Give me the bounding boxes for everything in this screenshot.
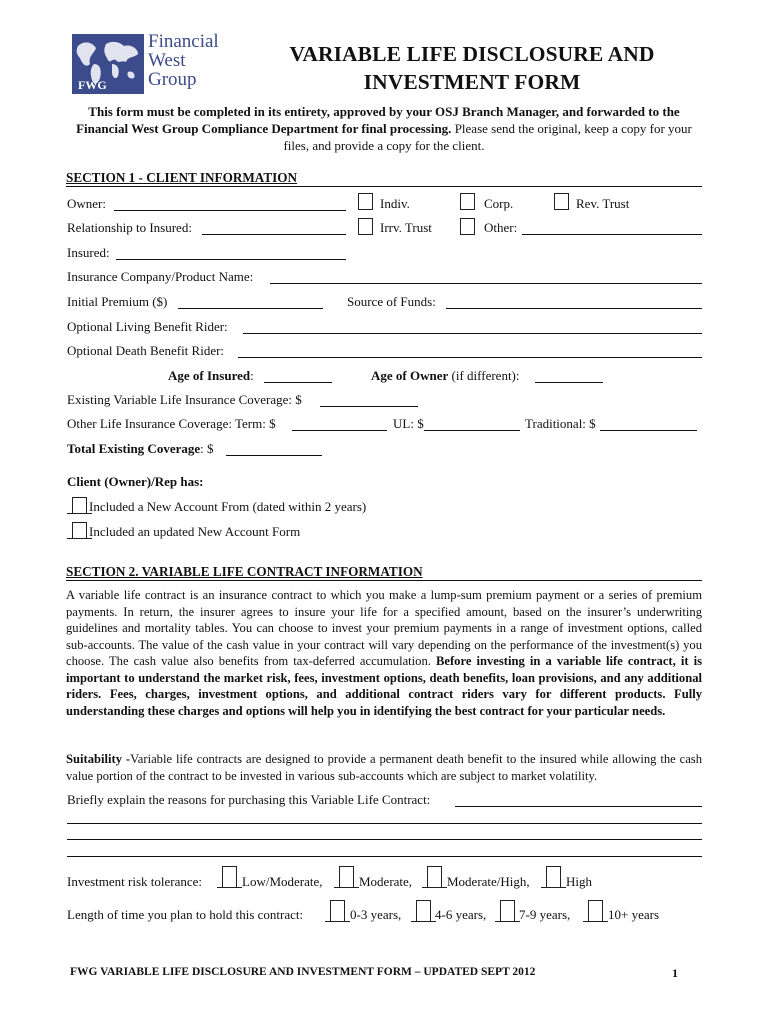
risk-high-checkbox[interactable]: [546, 866, 561, 887]
indiv-label: Indiv.: [380, 196, 410, 211]
section1-heading: SECTION 1 - CLIENT INFORMATION: [66, 170, 702, 187]
traditional-label: Traditional: $: [525, 416, 596, 431]
reason-field-line-4[interactable]: [67, 856, 702, 857]
insurance-company-field[interactable]: [270, 283, 702, 284]
page-number: 1: [672, 966, 678, 980]
term-field[interactable]: [292, 430, 387, 431]
existing-coverage-field[interactable]: [320, 406, 418, 407]
age-owner-label: Age of Owner (if different):: [371, 368, 520, 383]
hold-0-3-checkbox[interactable]: [330, 900, 345, 921]
owner-label: Owner:: [67, 196, 106, 211]
hold-length-label: Length of time you plan to hold this contract:: [67, 907, 304, 922]
risk-low-moderate-label: Low/Moderate,: [242, 874, 323, 889]
owner-field[interactable]: [114, 210, 346, 211]
rev-trust-checkbox[interactable]: [554, 193, 569, 210]
insurance-company-label: Insurance Company/Product Name:: [67, 269, 254, 284]
reason-field-line-1[interactable]: [455, 806, 702, 807]
reason-field-line-3[interactable]: [67, 839, 702, 840]
risk-low-moderate-checkbox[interactable]: [222, 866, 237, 887]
hold-10-plus-checkbox[interactable]: [588, 900, 603, 921]
traditional-field[interactable]: [600, 430, 697, 431]
ul-label: UL: $: [393, 416, 424, 431]
updated-account-label: Included an updated New Account Form: [89, 524, 301, 539]
existing-coverage-label: Existing Variable Life Insurance Coverage: $: [67, 392, 302, 407]
hold-0-3-label: 0-3 years,: [350, 907, 402, 922]
suitability-paragraph: Suitability -Variable life contracts are designed to provide a permanent death benefit to the insured while allowing the cash value portion of the contract to be invested in various sub-accounts which are subject to market volatility.: [66, 752, 702, 783]
new-account-checkbox[interactable]: [72, 497, 87, 513]
indiv-checkbox[interactable]: [358, 193, 373, 210]
other-coverage-term-label: Other Life Insurance Coverage: Term: $: [67, 416, 276, 431]
intro-bold: This form must be completed in its entirety, approved by your OSJ Branch Manager, and forwarded to the Financial West Group Compliance Department for final processing.: [76, 104, 680, 136]
updated-account-checkbox[interactable]: [72, 522, 87, 538]
initial-premium-label: Initial Premium ($): [67, 294, 168, 309]
hold-10-plus-label: 10+ years: [608, 907, 660, 922]
hold-7-9-label: 7-9 years,: [519, 907, 571, 922]
intro-rest: Please send the original, keep a copy for your files, and provide a copy for the client.: [283, 121, 692, 153]
corp-label: Corp.: [484, 196, 514, 211]
other-label: Other:: [484, 220, 518, 235]
age-insured-label: Age of Insured:: [168, 368, 254, 383]
age-owner-field[interactable]: [535, 382, 603, 383]
new-account-label: Included a New Account From (dated within 2 years): [89, 499, 367, 514]
ul-field[interactable]: [424, 430, 520, 431]
reason-field-line-2[interactable]: [67, 823, 702, 824]
logo-globe-icon: [72, 34, 144, 94]
risk-moderate-checkbox[interactable]: [339, 866, 354, 887]
initial-premium-field[interactable]: [178, 308, 323, 309]
living-rider-field[interactable]: [243, 333, 702, 334]
other-field[interactable]: [522, 234, 702, 235]
insured-label: Insured:: [67, 245, 110, 260]
briefly-explain-label: Briefly explain the reasons for purchasing this Variable Life Contract:: [67, 792, 431, 807]
other-checkbox[interactable]: [460, 218, 475, 235]
relationship-field[interactable]: [202, 234, 346, 235]
death-rider-label: Optional Death Benefit Rider:: [67, 343, 225, 358]
client-rep-label: Client (Owner)/Rep has:: [67, 474, 204, 489]
total-coverage-field[interactable]: [226, 455, 322, 456]
section2-heading: SECTION 2. VARIABLE LIFE CONTRACT INFORMATION: [66, 564, 702, 581]
irrv-trust-checkbox[interactable]: [358, 218, 373, 235]
contract-warning: Before investing in a variable life contract, it is important to understand the market risk, fees, investment options, death benefits, loan provisions, and any additional riders. Fees, charges, investment options, and additional contract riders vary for different products. Fully understanding these charges and options will help you in identifying the best contract for your particular needs.: [66, 654, 703, 718]
footer-text: FWG VARIABLE LIFE DISCLOSURE AND INVESTMENT FORM – UPDATED SEPT 2012: [70, 966, 536, 978]
irrv-trust-label: Irrv. Trust: [380, 220, 432, 235]
total-coverage-label: Total Existing Coverage: $: [67, 441, 214, 456]
risk-moderate-label: Moderate,: [359, 874, 413, 889]
hold-4-6-checkbox[interactable]: [416, 900, 431, 921]
risk-tolerance-label: Investment risk tolerance:: [67, 874, 203, 889]
corp-checkbox[interactable]: [460, 193, 475, 210]
risk-moderate-high-label: Moderate/High,: [447, 874, 530, 889]
suitability-label: Suitability -: [66, 752, 131, 766]
death-rider-field[interactable]: [238, 357, 702, 358]
insured-field[interactable]: [116, 259, 346, 260]
relationship-label: Relationship to Insured:: [67, 220, 192, 235]
living-rider-label: Optional Living Benefit Rider:: [67, 319, 228, 334]
company-logo: [72, 31, 232, 98]
page-title: VARIABLE LIFE DISCLOSURE AND INVESTMENT FORM: [289, 42, 655, 94]
risk-high-label: High: [566, 874, 592, 889]
source-of-funds-label: Source of Funds:: [347, 294, 436, 309]
age-insured-field[interactable]: [264, 382, 332, 383]
logo-text: Financial West Group: [148, 31, 219, 90]
rev-trust-label: Rev. Trust: [576, 196, 630, 211]
source-of-funds-field[interactable]: [446, 308, 702, 309]
contract-description: A variable life contract is an insurance contract to which you make a lump-sum premium payment or a series of premium payments. In return, the insurer agrees to insure your life for a specified amount, based on the insurer’s underwriting guidelines and mortality tables. You can choose to invest your premium payments in a range of investment options, called sub-accounts. The value of the cash value in your contract will vary depending on the performance of the investment(s) you choose. The cash value also benefits from tax-deferred accumulation. Before investing in a variable life contract, it is important to understand the market risk, fees, investment options, death benefits, loan provisions, and any additional riders. Fees, charges, investment options, and additional contract riders vary for different products. Fully understanding these charges and options will help you in identifying the best contract for your particular needs.: [66, 588, 703, 718]
intro-text: [66, 103, 702, 154]
hold-4-6-label: 4-6 years,: [435, 907, 487, 922]
logo-initials: FWG: [78, 78, 107, 92]
hold-7-9-checkbox[interactable]: [500, 900, 515, 921]
risk-moderate-high-checkbox[interactable]: [427, 866, 442, 887]
